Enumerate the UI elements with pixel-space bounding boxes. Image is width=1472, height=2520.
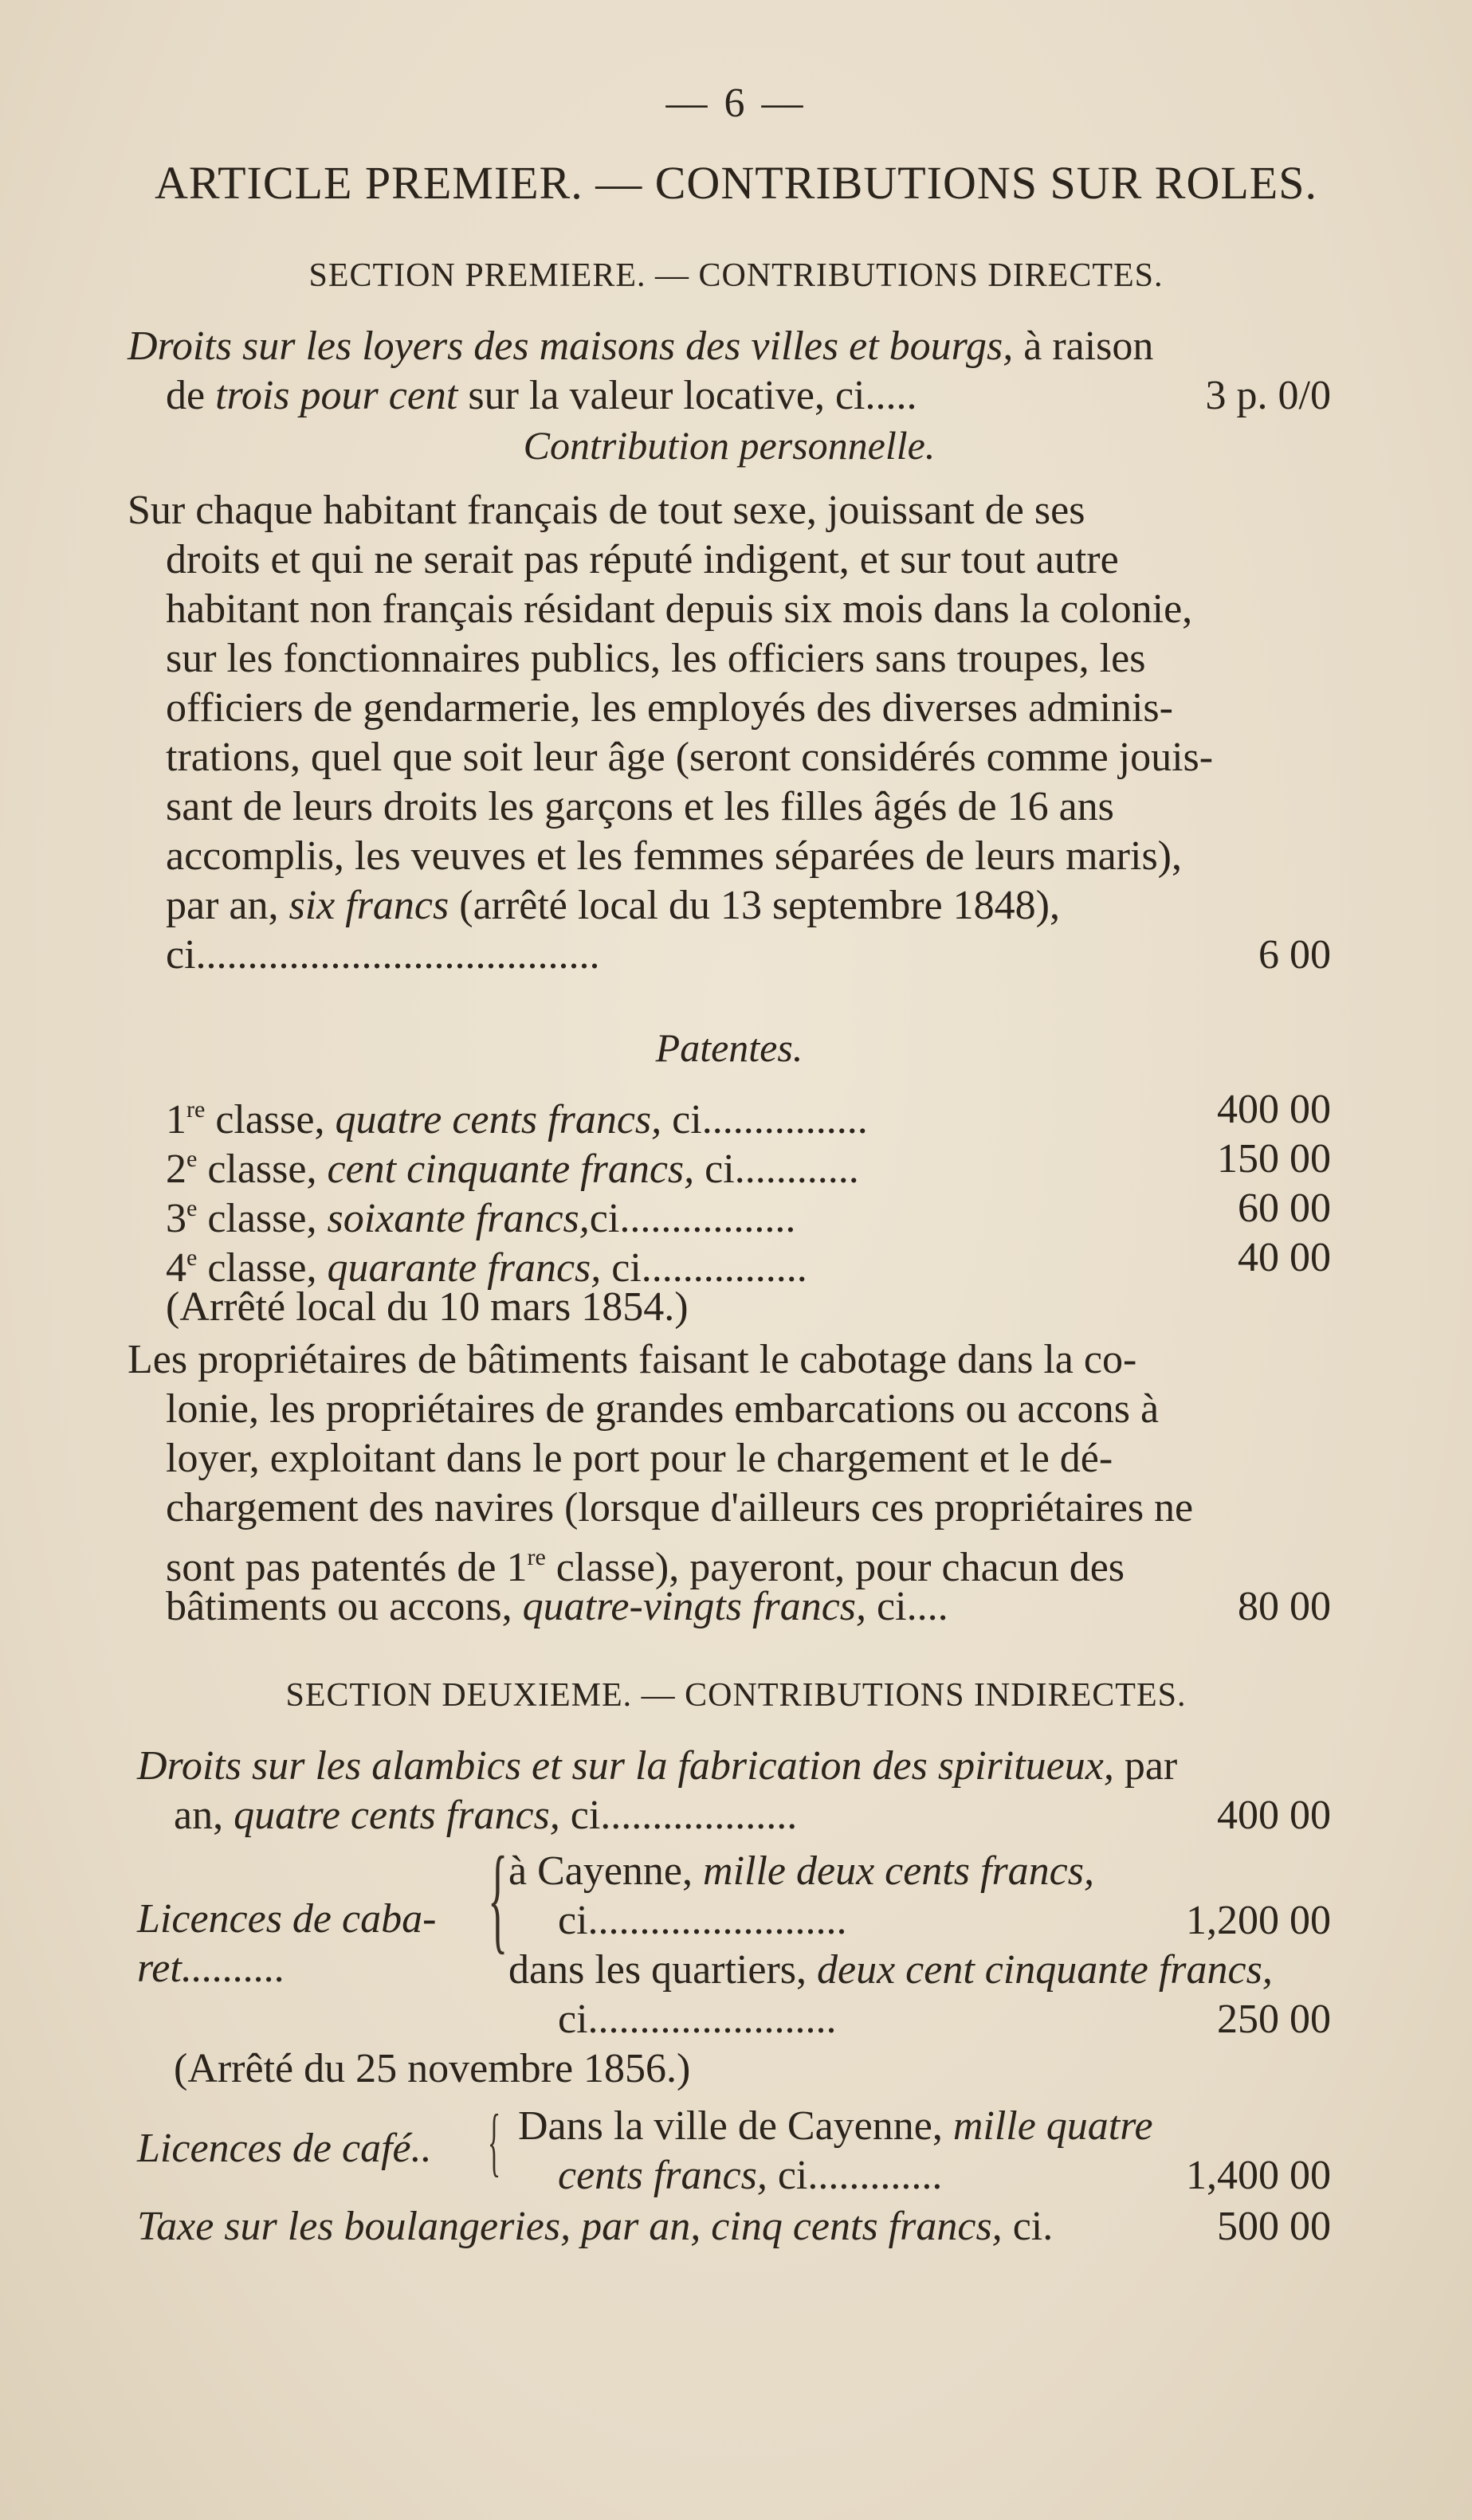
left-brace: { (488, 2099, 501, 2184)
alambics-line-1 (137, 1742, 1177, 1791)
class-amount-words: soixante francs, (327, 1196, 590, 1241)
cabaret-quartiers-italic: deux cent cinquante francs, (817, 1947, 1273, 1993)
proprio-l5-sup: re (527, 1544, 546, 1570)
section-2-title: SECTION DEUXIEME. — CONTRIBUTIONS INDIRECTES. (285, 1677, 1187, 1714)
article-title: ARTICLE PREMIER. — CONTRIBUTIONS SUR ROLES. (155, 157, 1317, 209)
class-number: 1 (166, 1097, 186, 1142)
cabaret-label-1: Licences de caba- (137, 1896, 437, 1942)
boulangeries-line (137, 2202, 1331, 2252)
class-ci: ci................ (661, 1097, 868, 1142)
class-label: classe, (197, 1245, 317, 1291)
cabaret-quartiers-ci: ci........................ (558, 1997, 837, 2042)
cafe-amount: 1,400 00 (1186, 2153, 1331, 2198)
para-last-italic: six francs (289, 883, 449, 928)
cabaret-quartiers-line (508, 1946, 1273, 1995)
proprietaires-line: Les propriétaires de bâtiments faisant le cabotage dans la co- (128, 1337, 1137, 1382)
cabaret-quartiers-amount: 250 00 (1217, 1997, 1331, 2042)
boulangeries-amount: 500 00 (1217, 2204, 1331, 2249)
proprio-l5-text-a: sont pas patentés de 1 (166, 1545, 528, 1590)
class-number: 4 (166, 1245, 186, 1291)
arrete-1854: (Arrêté local du 10 mars 1854.) (166, 1284, 689, 1330)
droits-line2-text-b: sur la valeur locative, ci..... (468, 373, 917, 418)
class-sup: e (186, 1244, 198, 1271)
class-number: 3 (166, 1196, 186, 1241)
cabaret-quartiers-ci-line (558, 1995, 1331, 2044)
alambics-amount: 400 00 (1217, 1793, 1331, 1838)
class-ci: ci................ (601, 1245, 807, 1291)
paragraph-line: sur les fonctionnaires publics, les officiers sans troupes, les (166, 636, 1146, 681)
contribution-amount: 6 00 (1258, 932, 1331, 978)
left-brace: { (488, 1832, 508, 1965)
proprietaires-line: chargement des navires (lorsque d'ailleurs ces propriétaires ne (166, 1485, 1194, 1530)
paragraph-line: droits et qui ne serait pas réputé indigent, et sur tout autre (166, 537, 1119, 582)
proprietaires-line: loyer, exploitant dans le port pour le chargement et le dé- (166, 1436, 1113, 1481)
cabaret-cayenne-text: à Cayenne, (508, 1848, 693, 1894)
paragraph-line: trations, quel que soit leur âge (seront considérés comme jouis- (166, 735, 1214, 780)
class-label: classe, (197, 1196, 317, 1241)
proprio-l6-italic: quatre-vingts francs, (522, 1584, 867, 1629)
droits-loyers-italic: Droits sur les loyers des maisons des villes et bourgs, (128, 323, 1014, 369)
class-label: classe, (197, 1146, 317, 1192)
alambics-italic: Droits sur les alambics et sur la fabrication des spiritueux, (137, 1743, 1114, 1789)
cafe-line2-ci: ci............. (767, 2153, 943, 2198)
class-amount-words: quatre cents francs, (335, 1097, 662, 1142)
class-amount: 400 00 (1217, 1087, 1331, 1132)
class-ci: ci............ (694, 1146, 859, 1192)
cabaret-cayenne-ci: ci......................... (558, 1898, 847, 1943)
cabaret-cayenne-line (508, 1847, 1094, 1896)
proprio-l6-text-a: bâtiments ou accons, (166, 1584, 512, 1629)
cafe-line1-italic: mille quatre (952, 2103, 1153, 2149)
cabaret-cayenne-italic: mille deux cents francs, (703, 1848, 1094, 1894)
alambics-l2-text-b: ci................... (559, 1793, 798, 1838)
section-1-title: SECTION PREMIERE. — CONTRIBUTIONS DIRECTES. (308, 257, 1164, 294)
class-amount: 40 00 (1238, 1235, 1331, 1280)
proprietaires-amount: 80 00 (1238, 1584, 1331, 1629)
paragraph-line: sant de leurs droits les garçons et les filles âgés de 16 ans (166, 784, 1114, 829)
class-sup: e (186, 1146, 198, 1172)
class-ci: ci................. (589, 1196, 796, 1241)
droits-line2-italic: trois pour cent (215, 373, 458, 418)
cafe-line-1 (518, 2102, 1153, 2151)
paragraph-line-last (166, 881, 1060, 931)
cafe-label: Licences de café.. (137, 2126, 432, 2171)
para-last-text-a: par an, (166, 883, 279, 928)
class-amount-words: cent cinquante francs, (327, 1146, 695, 1192)
patentes-heading: Patentes. (655, 1025, 803, 1070)
contribution-personnelle-heading: Contribution personnelle. (523, 423, 936, 468)
alambics-l2-italic: quatre cents francs, (234, 1793, 560, 1838)
paragraph-line: habitant non français résidant depuis six mois dans la colonie, (166, 586, 1193, 632)
alambics-tail: par (1124, 1743, 1178, 1789)
page-number: — 6 — (665, 80, 807, 126)
proprietaires-line: lonie, les propriétaires de grandes embarcations ou accons à (166, 1386, 1160, 1432)
droits-loyers-line-2 (166, 371, 1331, 421)
cafe-line1-text: Dans la ville de Cayenne, (518, 2103, 943, 2149)
cabaret-label-2: ret.......... (137, 1946, 285, 1991)
class-amount-words: quarante francs, (327, 1245, 602, 1291)
proprietaires-line-6 (166, 1582, 1331, 1632)
boulangeries-italic: Taxe sur les boulangeries, par an, cinq cents francs, (137, 2204, 1003, 2249)
proprio-l6-text-b: ci.... (866, 1584, 948, 1629)
alambics-l2-text-a: an, (174, 1793, 224, 1838)
para-ci-dots: ci....................................... (166, 932, 600, 978)
paragraph-line: Sur chaque habitant français de tout sexe, jouissant de ses (128, 488, 1085, 533)
cabaret-cayenne-amount: 1,200 00 (1186, 1898, 1331, 1943)
proprio-l5-text-b: classe), payeront, pour chacun des (545, 1545, 1125, 1590)
droits-loyers-amount: 3 p. 0/0 (1205, 373, 1331, 418)
droits-loyers-tail: à raison (1023, 323, 1154, 369)
class-sup: e (186, 1195, 198, 1221)
arrete-1856: (Arrêté du 25 novembre 1856.) (174, 2046, 691, 2091)
cabaret-quartiers-text: dans les quartiers, (508, 1947, 807, 1993)
alambics-line-2 (174, 1791, 1331, 1840)
class-number: 2 (166, 1146, 186, 1192)
class-label: classe, (205, 1097, 325, 1142)
paragraph-line: officiers de gendarmerie, les employés des diverses adminis- (166, 685, 1173, 731)
droits-line2-text-a: de (166, 373, 206, 418)
droits-loyers-line-1 (128, 322, 1153, 371)
class-amount: 60 00 (1238, 1186, 1331, 1231)
class-amount: 150 00 (1217, 1136, 1331, 1182)
cafe-line-2 (558, 2151, 1331, 2201)
cafe-line2-italic: cents francs, (558, 2153, 767, 2198)
para-last-text-b: (arrêté local du 13 septembre 1848), (459, 883, 1060, 928)
boulangeries-ci: ci. (1002, 2204, 1054, 2249)
cabaret-cayenne-ci-line (558, 1896, 1331, 1946)
paragraph-line: accomplis, les veuves et les femmes séparées de leurs maris), (166, 833, 1182, 879)
paragraph-ci-line (166, 931, 1331, 980)
class-sup: re (186, 1096, 206, 1123)
